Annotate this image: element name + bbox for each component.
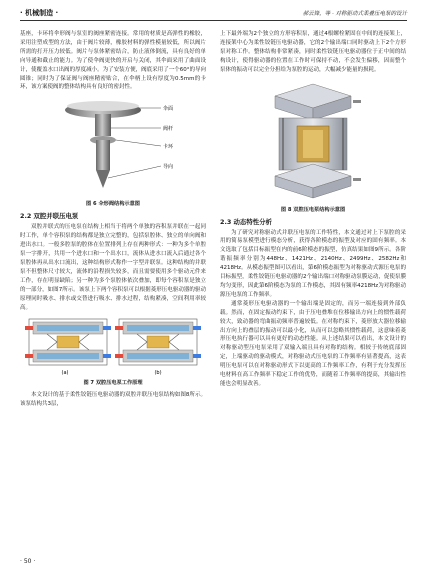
section-2-3-heading: 2.3 动态特性分析 [220, 217, 272, 226]
fig7-panel-b [115, 319, 201, 365]
valve-stem-lower [96, 140, 110, 170]
right-paragraph-2: 为了研究对称驱动式并联压电泵的工作特性，本文通过对上下泵腔的采用的简易泵模型进行模态分析，获得各阶模态的振型及对应的固有频率。本文选取了包括目标振型在内的前6阶模态的振型，仿真结果如图9所示。各阶谐振频率分别为448Hz、1421Hz、2140Hz、2499Hz、2582Hz和4218Hz。从模态振型图可以看出，第6阶模态振型为对称驱动式源压电泵的目标振型，柔性铰链压电驱动器的2个输出端口对称驱动泵膜运动，促使泵膜均匀变形，因此第6阶模态为泵的工作模态，其固有频率4218Hz为对称驱动源压电泵的工作频率。 [220, 229, 406, 298]
figure-8 [253, 78, 373, 204]
figure-7-caption: 图 7 双腔压电泵工作原理 [83, 380, 143, 387]
umbrella-valve-drawing [23, 92, 203, 198]
fig7-panel-a [25, 319, 111, 365]
valve-stem-upper [95, 114, 111, 136]
fig6-label-stem: 阀杆 [163, 126, 174, 133]
left-paragraph-2: 双腔并联式的压电泵在结构上相当于将两个单独的容积泵并联在一起同时工作，单个容积泵的结构都是独立完整的，包括泵腔体、独立的单向阀和进出水口。一般多腔泵的腔体在位置排列上存在两种形式：一种为多个单腔泵一字排开，共用一个进水口和一个出水口，流体从进水口流入后通过各个泵腔体再从出水口流出，这种结构形式称作一字型并联泵。这种结构的并联泵不但整体尺寸较大，流体的沿程损失较多，而且需要使用多个驱动元件来工作，存在明显缺陷；另一种为多个泵腔体依次叠加，即每个容积泵是独立的一部分，如图7所示。该泵上下两个容积泵可以根据菱形压电驱动器的驱动原理同时吸水、排水或交替进行吸水、排水过程，结构紧凑，空间利用率较高。 [20, 224, 206, 311]
fig7a-actuator [57, 336, 79, 348]
fig7b-actuator [147, 336, 169, 348]
fig7-sublabel-a: (a) [61, 370, 69, 377]
figure-7 [23, 315, 203, 377]
journal-name: · 机械制造 · [20, 9, 59, 17]
pump-structure-drawing [253, 78, 373, 204]
section-2-2-heading: 2.2 双腔并联压电泵 [20, 212, 79, 221]
left-paragraph-1: 基座，卡环将伞形阀与泵室的阀座紧密连接。常用的材质是高弹性的橡胶，采用注塑成型的方法，由于阀片较薄，橡胶材料的弹性模量较低，所以阀片所需的打开压力较低。阀片与泵体紧密结合，防止液体倒流，具有良好的单向导通和截止的能力。为了使伞阀更快的开启与关闭，其伞面采用了曲面设计，使覆盖水口出阀的厚度减小。为了安装方便，阀底采用了一个60°的导向圆锥；同时为了保证阀与阀座精密贴合，在伞柄上设有厚度为0.5mm的卡环，该方案使阀的整体结构具有良好的密封性。 [20, 31, 206, 91]
dual-chamber-principle-drawing [23, 315, 203, 377]
running-title: 郝云锋，等 · 对称驱动式柔叠压电泵的设计 [302, 11, 407, 17]
figure-6-caption: 图 6 伞形阀结构示意图 [86, 201, 140, 208]
page-number: · 50 · [20, 558, 36, 565]
fig7-sublabel-b: (b) [154, 370, 162, 377]
right-paragraph-3: 通常菱形压电驱动器的一个输出端是固定的，而另一端连接到外部负载。然而，在固定振动约束下，由于压电叠堆在位移输出方向上的惯性载荷较大，致动器的弯曲振动频率普遍较低。在对称约束下，菱形放大器位移输出方向上的叠层的振动可以最小化，从而可以忽略其惯性载荷，这意味着菱形压电执行器可以具有更好的动态性能。从上述结果可以看出，本文设计的对称驱动型压电泵采用了双输入端且具有对称的结构。相较于传统底部固定，上端驱动的驱动模式，对称驱动式压电泵的工作频率有显著提高，这表明压电泵可以在对称驱动形式下以更高的工作频率工作，有利于充分发挥压电材料在高工作频率下稳定工作的优势，而随着工作频率的提高，其输出性能也会明显改善。 [220, 300, 406, 387]
header-rule [20, 20, 407, 21]
valve-guide-cone [96, 170, 110, 188]
right-paragraph-1: 上下最外端为2个独立的方形容积泵，通过4根螺栓紧固在中间的连接架上，连接架中心为柔性铰链压电驱动器，它的2个输出端口同时驱动上下2个方形泵对称工作。整体结构非常紧凑，同时柔性铰链压电驱动器位于正中间的结构设计，使得驱动器的位置在工作时可保持不动，不会发生偏移，因而整个泵体的振动可以完全分担给为泵腔的运动，大幅减少能量的损耗。 [220, 31, 406, 73]
left-column [20, 30, 206, 409]
right-column [220, 30, 406, 389]
fig6-label-umbrella: 伞面 [163, 106, 174, 113]
fig6-label-ring: 卡环 [163, 144, 174, 151]
fig6-label-guide: 导向 [163, 164, 174, 171]
valve-umbrella-top [67, 101, 139, 111]
figure-8-caption: 图 8 双腔压电泵结构示意图 [280, 206, 346, 213]
figure-6 [23, 92, 203, 198]
left-paragraph-3: 本文设计的基于柔性铰链压电驱动器的双腔并联压电泵结构如图8所示。该泵结构共3层， [20, 392, 206, 408]
